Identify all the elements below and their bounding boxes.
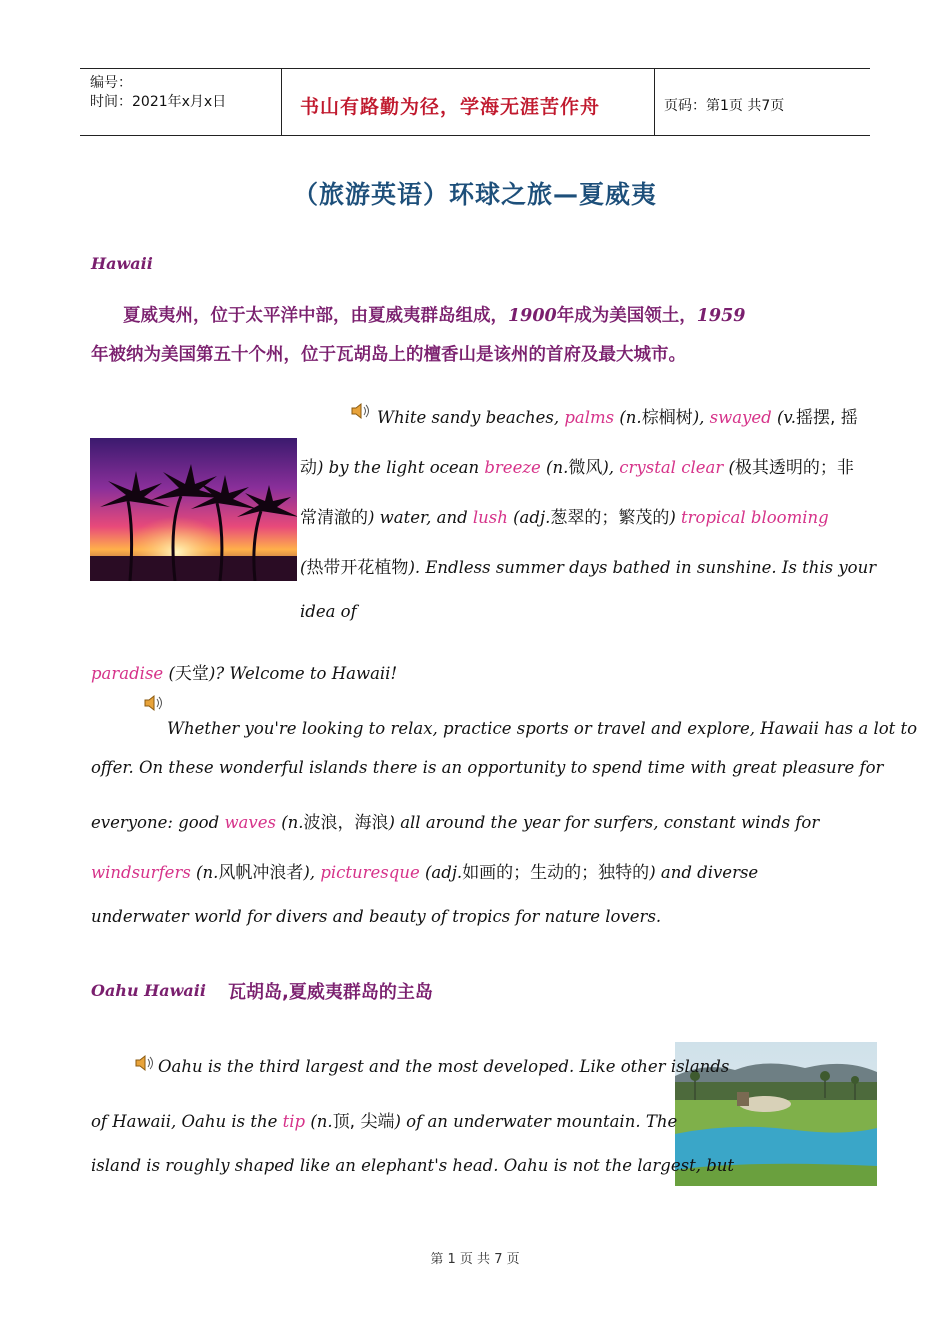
vocab-tropical-blooming: tropical blooming	[681, 508, 829, 527]
speaker-icon[interactable]	[350, 402, 372, 424]
speaker-icon[interactable]	[134, 1054, 156, 1076]
vocab-swayed: swayed	[709, 408, 772, 427]
para1-line-3: 常清澈的) water, and lush (adj.葱翠的；繁茂的) tropical blooming	[300, 508, 829, 528]
page-indicator: 页码：第1页 共7页	[664, 98, 785, 114]
para2-line-3: everyone: good waves (n.波浪，海浪) all around the year for surfers, constant winds for	[91, 813, 820, 833]
para2-line-4: windsurfers (n.风帆冲浪者), picturesque (adj.如画的；生动的；独特的) and diverse	[91, 863, 759, 883]
doc-time-label: 时间：2021年x月x日	[90, 94, 227, 110]
vocab-crystal-clear: crystal clear	[619, 458, 724, 477]
para1-line-5: idea of	[300, 602, 357, 621]
page-title: （旅游英语）环球之旅—夏威夷	[292, 180, 657, 209]
para2-line-5: underwater world for divers and beauty of tropics for nature lovers.	[91, 907, 662, 926]
para1-line-1: White sandy beaches, palms (n.棕榈树), swayed (v.摇摆, 摇	[377, 408, 858, 428]
doc-number-label: 编号：	[90, 75, 132, 91]
speaker-icon[interactable]	[143, 694, 165, 716]
para3-line-1: Oahu is the third largest and the most developed. Like other islands	[158, 1057, 730, 1076]
para3-line-3: island is roughly shaped like an elephant's head. Oahu is not the largest, but	[91, 1156, 735, 1175]
para1-line-6: paradise (天堂)? Welcome to Hawaii!	[91, 664, 398, 684]
para2-line-2: offer. On these wonderful islands there is an opportunity to spend time with great pleasure for	[91, 758, 884, 777]
section-heading-oahu: Oahu Hawaii	[91, 981, 206, 1000]
header-divider	[654, 68, 655, 136]
vocab-breeze: breeze	[484, 458, 541, 477]
para1-line-2: 动) by the light ocean breeze (n.微风), crystal clear (极其透明的；非	[300, 458, 854, 478]
intro-line-2: 年被纳为美国第五十个州，位于瓦胡岛上的檀香山是该州的首府及最大城市。	[91, 345, 686, 365]
vocab-tip: tip	[282, 1112, 306, 1131]
header-rule-top	[80, 68, 870, 69]
vocab-picturesque: picturesque	[320, 863, 420, 882]
intro-line-1: 夏威夷州，位于太平洋中部，由夏威夷群岛组成，1900年成为美国领土，1959	[123, 306, 746, 326]
vocab-lush: lush	[472, 508, 508, 527]
vocab-waves: waves	[224, 813, 276, 832]
vocab-palms: palms	[564, 408, 615, 427]
para2-line-1: Whether you're looking to relax, practice sports or travel and explore, Hawaii has a lot to	[167, 719, 918, 738]
section-heading-hawaii: Hawaii	[91, 254, 153, 273]
para1-line-4: (热带开花植物). Endless summer days bathed in sunshine. Is this your	[300, 558, 877, 578]
header-motto: 书山有路勤为径，学海无涯苦作舟	[300, 96, 601, 118]
vocab-windsurfers: windsurfers	[91, 863, 191, 882]
para3-line-2: of Hawaii, Oahu is the tip (n.顶, 尖端) of an underwater mountain. The	[91, 1112, 678, 1132]
sunset-palms-image	[90, 438, 297, 581]
page-footer: 第 1 页 共 7 页	[430, 1252, 520, 1267]
header-divider	[281, 68, 282, 136]
section-heading-oahu-cn: 瓦胡岛,夏威夷群岛的主岛	[228, 982, 433, 1003]
vocab-paradise: paradise	[91, 664, 164, 683]
header-rule-bottom	[80, 135, 870, 136]
